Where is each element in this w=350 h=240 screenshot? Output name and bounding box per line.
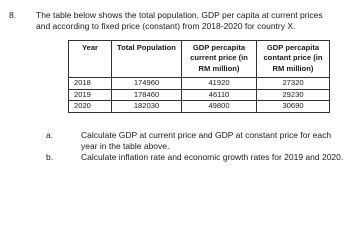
subquestion-b-label: b. <box>46 152 54 162</box>
data-table <box>68 40 330 113</box>
cell-year: 2019 <box>69 89 112 101</box>
cell-year: 2020 <box>69 101 112 113</box>
cell-gdp-current: 41920 <box>182 78 257 90</box>
cell-gdp-current: 46110 <box>182 89 257 101</box>
cell-gdp-constant: 27320 <box>257 78 330 90</box>
cell-population: 182030 <box>112 101 182 113</box>
subquestion-b-text: Calculate inflation rate and economic growth rates for 2019 and 2020. <box>81 152 344 162</box>
cell-year: 2018 <box>69 78 112 90</box>
table-row <box>69 101 330 113</box>
cell-population: 178460 <box>112 89 182 101</box>
subquestion-a-label: a. <box>46 130 54 140</box>
cell-gdp-current: 49800 <box>182 101 257 113</box>
question-text: The table below shows the total population, GDP per capita at current prices and according to fixed price (constant) from 2018-2020 for country X. <box>36 10 323 31</box>
header-total-population: Total Population <box>112 41 182 78</box>
header-gdp-current: GDP percapita current price (in RM million) <box>182 41 257 78</box>
header-year: Year <box>69 41 112 78</box>
table-row <box>69 78 330 90</box>
subquestion-a-text: Calculate GDP at current price and GDP at constant price for each year in the table above. <box>81 130 332 151</box>
table-row <box>69 89 330 101</box>
header-gdp-constant: GDP percapita contant price (in RM million) <box>257 41 330 78</box>
question-number: 8. <box>9 10 17 20</box>
cell-population: 174960 <box>112 78 182 90</box>
cell-gdp-constant: 29230 <box>257 89 330 101</box>
cell-gdp-constant: 30690 <box>257 101 330 113</box>
table-header-row <box>69 41 330 78</box>
